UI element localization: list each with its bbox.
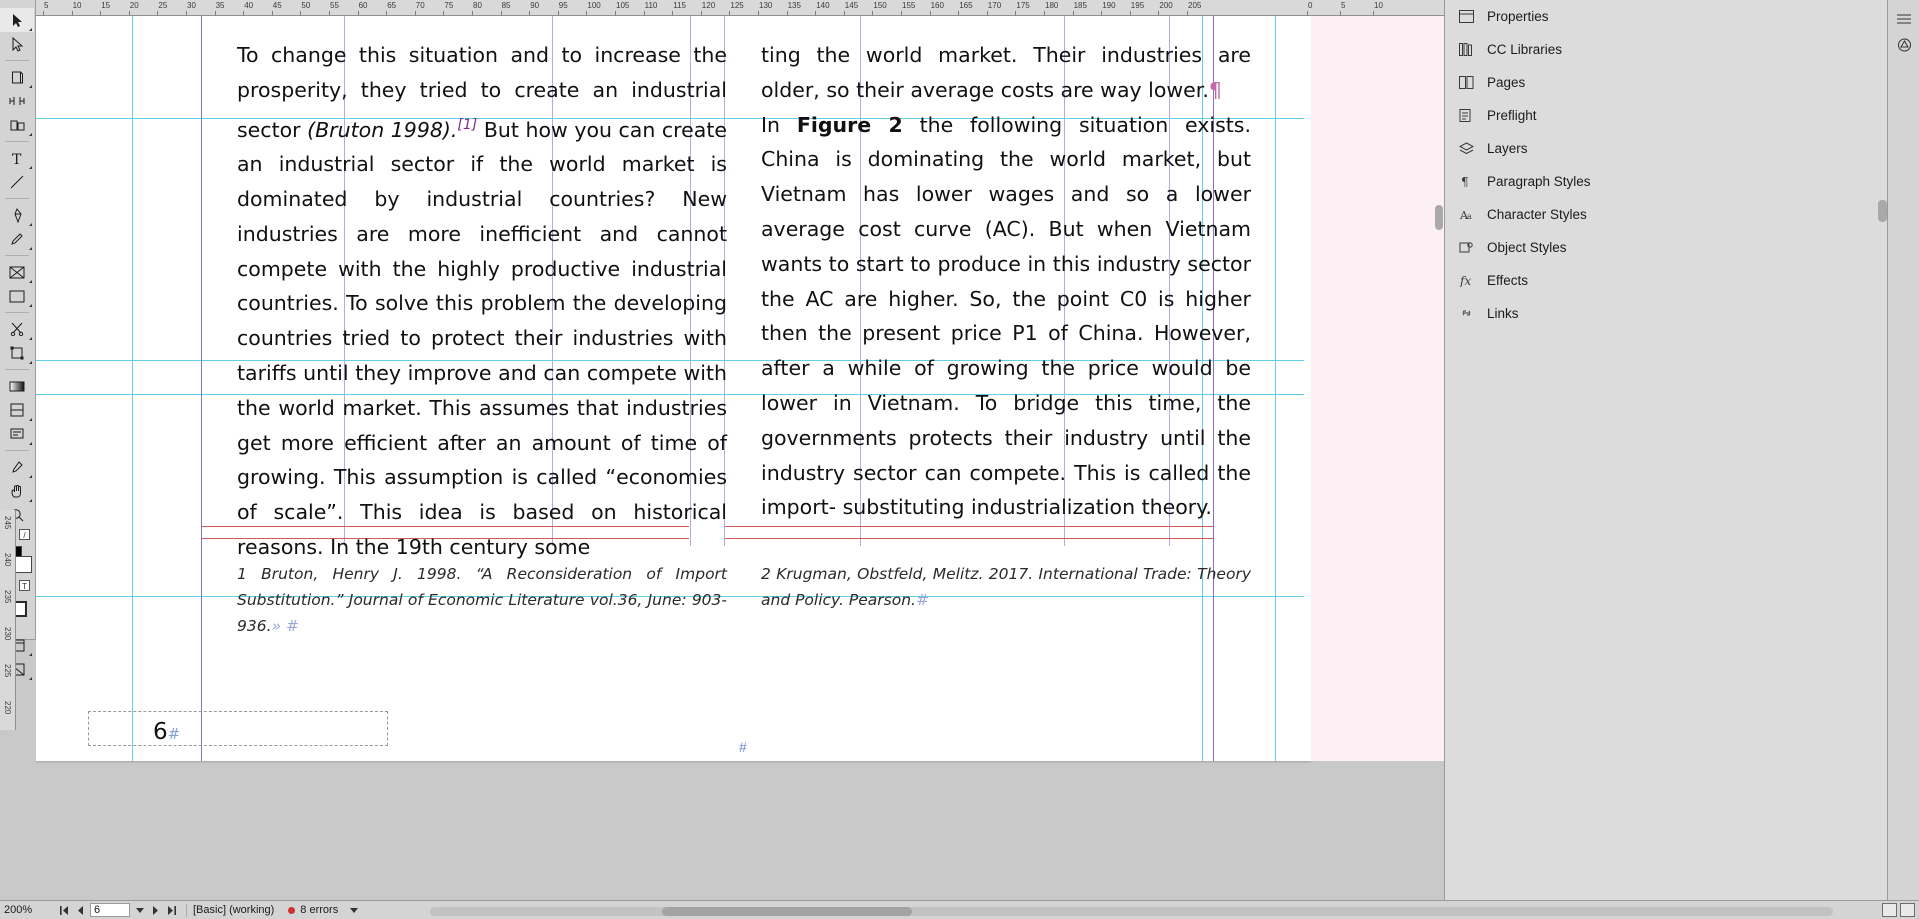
ruler-tick: 130 — [759, 1, 773, 10]
ruler-tick: 105 — [616, 1, 630, 10]
footnote-marker: [1] — [457, 116, 478, 133]
footnote-1-text: 1 Bruton, Henry J. 1998. “A Reconsideration of Import Substitution.” Journal of Economic Literature vol.36, June: 903-936. — [237, 565, 727, 635]
gradient-feather-tool[interactable] — [0, 398, 34, 422]
panel-item-object-styles[interactable] — [1445, 231, 1887, 264]
svg-text:a: a — [1467, 212, 1472, 221]
col2-part1: ting the world market. Their industries are older, so their average costs are way lower. — [761, 43, 1258, 102]
ruler-tick: 80 — [473, 1, 482, 10]
content-collector-tool[interactable] — [0, 113, 34, 137]
ruler-tick: 115 — [673, 1, 686, 10]
ruler-tick: 20 — [129, 1, 139, 10]
col1-rest: But how you can create an industrial sector if the world market is dominated by industrial countries? New industries are more inefficient and cannot compete with the highly productive industrial countries. To solve this problem the developing countries tried to protect their industries with tariffs until they improve and can compete with the world market. This assumes that industries get more efficient after an amount of time of growing. This assumption is called “economies of scale”. This idea is based on historical reasons. In the 19th century some — [237, 117, 734, 559]
rectangle-tool[interactable] — [0, 284, 34, 308]
document-canvas[interactable] — [36, 16, 1444, 900]
status-separator — [186, 904, 187, 917]
panel-item-label: Character Styles — [1487, 207, 1587, 222]
properties-icon — [1458, 8, 1475, 25]
panel-menu-icon[interactable] — [1888, 6, 1919, 32]
panel-item-label: Properties — [1487, 9, 1549, 24]
type-tool[interactable] — [0, 146, 34, 170]
ruler-tick: 35 — [215, 1, 225, 10]
frame-tool[interactable] — [0, 260, 34, 284]
col1-intro: To change this situation and to increase the prosperity, they tried to create an industrial sector — [237, 43, 734, 142]
ruler-tick: 15 — [101, 1, 111, 10]
ruler-tick: 95 — [558, 1, 568, 10]
panel-item-layers[interactable] — [1445, 132, 1887, 165]
ruler-tick: 145 — [844, 1, 859, 10]
ruler-tick: 60 — [358, 1, 368, 10]
spread-view-icon[interactable] — [1900, 903, 1915, 917]
line-tool[interactable] — [0, 170, 34, 194]
ruler-tick: 135 — [787, 1, 801, 10]
ruler-tick: 10 — [1374, 1, 1383, 10]
ruler-tick: 245 — [3, 516, 12, 530]
next-page-button[interactable] — [148, 906, 164, 915]
panel-item-effects[interactable] — [1445, 264, 1887, 297]
scissors-tool[interactable] — [0, 317, 34, 341]
ruler-tick: 155 — [902, 1, 916, 10]
ruler-tick: 30 — [187, 1, 196, 10]
character-styles-icon — [1458, 206, 1475, 223]
panel-item-label: Object Styles — [1487, 240, 1567, 255]
ruler-tick: 230 — [3, 627, 12, 641]
gap-tool[interactable] — [0, 89, 34, 113]
ruler-tick: 40 — [244, 1, 254, 10]
note-tool[interactable] — [0, 422, 34, 446]
spread-gap — [1304, 16, 1311, 761]
pencil-tool[interactable] — [0, 227, 34, 251]
single-page-view-icon[interactable] — [1882, 903, 1897, 917]
panel-item-properties[interactable] — [1445, 0, 1887, 33]
ruler-tick: 180 — [1045, 1, 1059, 10]
ruler-tick: 90 — [530, 1, 540, 10]
view-mode-buttons[interactable] — [1882, 903, 1915, 917]
last-page-button[interactable] — [164, 906, 180, 915]
cc-libraries-rail-icon[interactable] — [1888, 32, 1919, 58]
links-icon — [1458, 305, 1475, 322]
ruler-tick: 140 — [816, 1, 830, 10]
page-dropdown-button[interactable] — [132, 907, 148, 913]
tool-separator-3 — [0, 194, 34, 203]
preflight-status-dot — [288, 907, 295, 914]
preflight-errors-label[interactable]: 8 errors — [300, 904, 339, 916]
effects-icon — [1458, 272, 1475, 289]
vertical-guide — [132, 16, 133, 761]
body-text-column-left[interactable] — [237, 38, 734, 565]
panel-icon-rail[interactable] — [1887, 0, 1919, 900]
panel-dock[interactable] — [1444, 0, 1887, 900]
panel-item-label: Paragraph Styles — [1487, 174, 1591, 189]
selection-tool[interactable] — [0, 8, 34, 32]
page-tool[interactable] — [0, 65, 34, 89]
tool-separator-5 — [0, 308, 34, 317]
pasteboard-right[interactable] — [1311, 16, 1444, 761]
panel-item-cc-libraries[interactable] — [1445, 33, 1887, 66]
ruler-tick: 185 — [1073, 1, 1087, 10]
status-bar[interactable] — [0, 900, 1919, 919]
ruler-tick: 220 — [3, 701, 12, 715]
ruler-tick: 75 — [444, 1, 454, 10]
svg-text:fx: fx — [1460, 274, 1472, 287]
ruler-tick: 10 — [72, 1, 82, 10]
ruler-tick: 235 — [3, 590, 12, 604]
page-number-value: 6 — [153, 719, 168, 745]
footnote-left[interactable] — [237, 561, 727, 639]
ruler-tick: 195 — [1130, 1, 1145, 10]
col2-part2: the following situation exists. China is dominating the world market, but Vietnam has lower wages and so a lower average cost curve (AC). But when Vietnam wants to start to produce in this industry sector the AC are higher. So, the point C0 is higher then the present price P1 of China. However, after a while of growing the price would be lower in Vietnam. To bridge this time, the governments protects their industry until the industry sector can compete. This is called the import- substituting industrialization theory. — [761, 112, 1258, 520]
vertical-guide — [1275, 16, 1276, 761]
horizontal-ruler[interactable] — [36, 0, 1444, 16]
ruler-tick: 65 — [387, 1, 397, 10]
col1-citation: (Bruton 1998). — [307, 117, 458, 142]
first-page-button[interactable] — [56, 906, 72, 915]
ruler-tick: 100 — [587, 1, 601, 10]
pilcrow-mark: ¶ — [1208, 77, 1222, 102]
panel-item-label: CC Libraries — [1487, 42, 1563, 57]
page-number-input[interactable]: 6 — [90, 903, 130, 917]
tool-separator-7 — [0, 446, 34, 455]
panel-item-links[interactable] — [1445, 297, 1887, 330]
ruler-tick: 50 — [301, 1, 311, 10]
apply-none-swatch[interactable]: / — [19, 529, 30, 540]
ruler-tick: 150 — [873, 1, 887, 10]
ruler-tick: 200 — [1159, 1, 1173, 10]
ruler-tick: 225 — [3, 664, 12, 678]
center-marker: # — [739, 739, 747, 755]
zoom-level[interactable]: 200% — [4, 904, 33, 916]
layers-icon — [1458, 140, 1475, 157]
ruler-tick: 170 — [987, 1, 1002, 10]
page-number-label — [153, 719, 180, 745]
gradient-swatch-tool[interactable] — [0, 374, 34, 398]
svg-text:¶: ¶ — [1461, 175, 1469, 188]
pen-tool[interactable] — [0, 203, 34, 227]
ruler-tick: 160 — [930, 1, 944, 10]
ruler-tick: 25 — [158, 1, 168, 10]
ruler-tick: 125 — [730, 1, 744, 10]
text-frame-edge — [201, 16, 202, 761]
panel-item-label: Preflight — [1487, 108, 1537, 123]
direct-selection-tool[interactable] — [0, 32, 34, 56]
ruler-tick: 190 — [1102, 1, 1116, 10]
footnote-1-marks: » # — [271, 617, 299, 635]
panel-item-label: Links — [1487, 306, 1519, 321]
panel-item-paragraph-styles[interactable] — [1445, 165, 1887, 198]
pages-icon — [1458, 74, 1475, 91]
workspace-state[interactable]: [Basic] (working) — [193, 904, 275, 916]
vertical-ruler[interactable] — [0, 510, 16, 730]
ruler-tick: 120 — [701, 1, 716, 10]
panel-scrollbar[interactable] — [1878, 200, 1887, 222]
tool-separator-2 — [0, 137, 34, 146]
hand-tool[interactable] — [0, 479, 34, 503]
ruler-tick: 240 — [3, 553, 12, 567]
ruler-tick: 70 — [415, 1, 425, 10]
footnote-2-text: 2 Krugman, Obstfeld, Melitz. 2017. International Trade: Theory and Policy. Pearson. — [761, 565, 1251, 609]
ruler-tick: 110 — [644, 1, 658, 10]
ruler-tick: 45 — [272, 1, 282, 10]
panel-item-label: Pages — [1487, 75, 1526, 90]
panel-item-label: Effects — [1487, 273, 1529, 288]
free-transform-tool[interactable] — [0, 341, 34, 365]
panel-item-preflight[interactable] — [1445, 99, 1887, 132]
document-page[interactable] — [36, 16, 1311, 761]
ruler-tick: 175 — [1016, 1, 1030, 10]
format-text-icon[interactable]: T — [19, 580, 30, 591]
footnote-right[interactable] — [761, 561, 1251, 613]
horizontal-scrollbar-thumb[interactable] — [662, 907, 912, 916]
footnote-2-marks: # — [915, 591, 929, 609]
panel-item-character-styles[interactable] — [1445, 198, 1887, 231]
page-number-hash: # — [167, 725, 181, 743]
ruler-tick: 5 — [44, 1, 49, 10]
ruler-tick: 85 — [501, 1, 511, 10]
panel-item-pages[interactable] — [1445, 66, 1887, 99]
svg-text:A: A — [1460, 209, 1468, 221]
tool-separator-1 — [0, 56, 34, 65]
horizontal-scrollbar-track[interactable] — [430, 907, 1833, 916]
figure-reference: Figure 2 — [796, 112, 903, 137]
panel-item-label: Layers — [1487, 141, 1528, 156]
preflight-dropdown-button[interactable] — [346, 907, 362, 913]
ruler-tick: 165 — [959, 1, 973, 10]
object-styles-icon — [1458, 239, 1475, 256]
ruler-tick: 205 — [1188, 1, 1202, 10]
cc-libraries-icon — [1458, 41, 1475, 58]
col2-lead: In — [761, 112, 797, 137]
tool-separator-4 — [0, 251, 34, 260]
footer-text-frame[interactable] — [88, 711, 388, 746]
body-text-column-right[interactable] — [761, 38, 1258, 525]
ruler-tick: 0 — [1308, 1, 1313, 10]
ruler-tick: 55 — [330, 1, 339, 10]
stroke-swatch[interactable] — [15, 556, 32, 573]
previous-page-button[interactable] — [72, 906, 88, 915]
svg-text:T: T — [12, 151, 22, 166]
tool-separator-6 — [0, 365, 34, 374]
footnote-divider — [725, 538, 1213, 539]
paragraph-styles-icon — [1458, 173, 1475, 190]
vertical-scrollbar[interactable] — [1435, 205, 1443, 230]
footnote-rule — [725, 526, 1213, 527]
ruler-tick: 5 — [1341, 1, 1346, 10]
eyedropper-tool[interactable] — [0, 455, 34, 479]
preflight-icon — [1458, 107, 1475, 124]
